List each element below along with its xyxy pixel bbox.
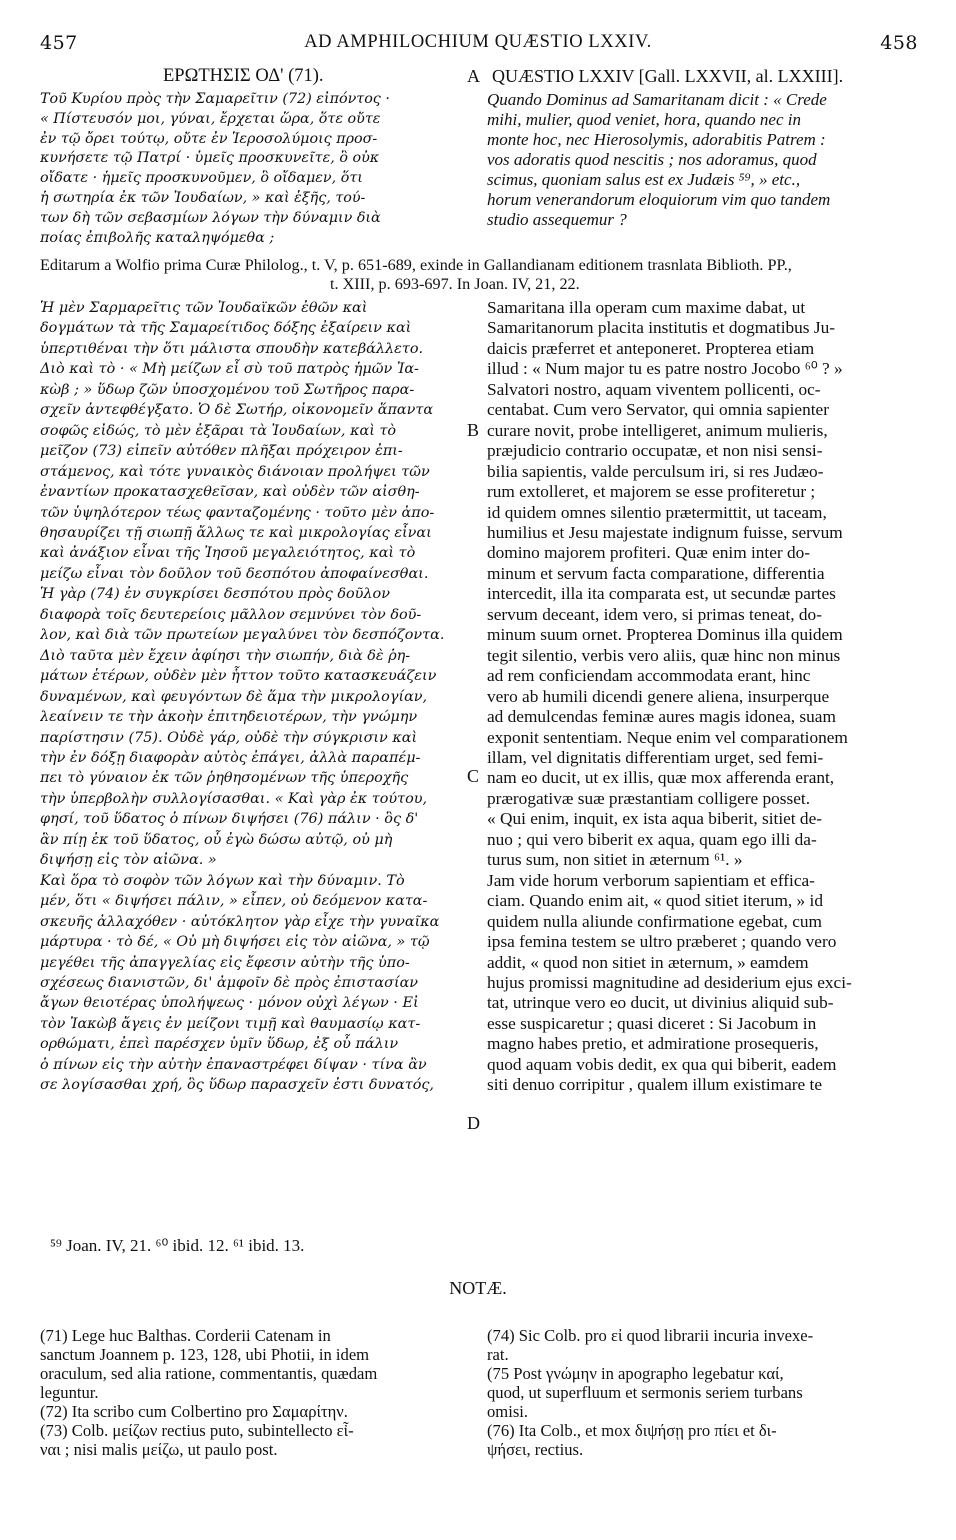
- note-line: (74) Sic Colb. pro εἰ quod librarii incuria invexe-: [487, 1326, 814, 1345]
- greek-question-line: οἴδατε · ἡμεῖς προσκυνοῦμεν, ὃ οἴδαμεν, ὅτι: [40, 170, 363, 187]
- latin-body-line: nam eo ducit, ut ex illis, quæ mox afferenda erant,: [487, 768, 835, 788]
- latin-body-line: daicis præferret et anteponeret. Propterea etiam: [487, 338, 815, 358]
- note-line: (76) Ita Colb., et mox διψήσῃ pro πίει et δι-: [487, 1421, 777, 1440]
- latin-body-line: addit, « quod non sitiet in æternum, » eamdem: [487, 952, 809, 972]
- greek-body-line: μείζω εἶναι τὸν δοῦλον τοῦ δεσπότου ἀποφαίνεσθαι.: [40, 565, 429, 582]
- latin-body-line: Samaritanorum placita institutis et dogmatibus Ju-: [487, 318, 835, 338]
- greek-body-line: μέν, ὅτι « διψήσει πάλιν, » εἶπεν, οὐ δεόμενον κατα-: [40, 893, 428, 910]
- latin-body-line: prærogativæ suæ præstantiam colligere posset.: [487, 788, 811, 808]
- latin-question-title: QUÆSTIO LXXIV [Gall. LXXVII, al. LXXIII].: [492, 66, 844, 86]
- latin-body-line: Samaritana illa operam cum maxime dabat, ut: [487, 298, 806, 317]
- latin-body-line: ciam. Quando enim ait, « quod sitiet iterum, » id: [487, 891, 823, 911]
- note-line: rat.: [487, 1345, 509, 1364]
- page-number-left: 457: [40, 32, 78, 54]
- greek-question-line: ἡ σωτηρία ἐκ τῶν Ἰουδαίων, » καὶ ἑξῆς, τού-: [40, 189, 366, 206]
- greek-body-line: μεῖζον (73) εἰπεῖν αὐτόθεν πλῆξαι πρόχειρον ἐπι-: [40, 443, 403, 460]
- greek-body-line: Διὸ ταῦτα μὲν ἔχειν ἀφίησι τὴν σιωπήν, διὰ δὲ ῥη-: [40, 647, 411, 664]
- greek-question-line: ποίας ἐπιβολῆς καταληψόμεθα ;: [40, 229, 275, 246]
- latin-body-line: id quidem omnes silentio prætermittit, ut taceam,: [487, 502, 827, 522]
- greek-body-line: μάρτυρα · τὸ δέ, « Οὐ μὴ διψήσει εἰς τὸν αἰῶνα, » τῷ: [40, 934, 430, 951]
- greek-body-line: φησί, τοῦ ὕδατος ὁ πίνων διψήσει (76) πάλιν · ὃς δ': [40, 811, 419, 828]
- greek-body-line: Καὶ ὅρα τὸ σοφὸν τῶν λόγων καὶ τὴν δύναμιν. Τὸ: [40, 872, 405, 889]
- greek-body-line: τὴν ὑπερβολὴν συλλογίσασθαι. « Καὶ γὰρ ἐκ τούτου,: [40, 790, 428, 807]
- greek-body-line: ορθώματι, ἐπεὶ παρέσχεν ὑμῖν ὕδωρ, ἐξ οὗ πάλιν: [40, 1036, 399, 1053]
- greek-body-line: Διὸ καὶ τὸ · « Μὴ μείζων εἶ σὺ τοῦ πατρὸς ἡμῶν Ἰα-: [40, 361, 419, 378]
- greek-question-title: ΕΡΩΤΗΣΙΣ ΟΔ' (71).: [163, 66, 324, 86]
- greek-body-line: σχέσεως διανιστῶν, δι' ἀμφοῖν δὲ πρὸς ἐπιστασίαν: [40, 974, 419, 991]
- greek-body-line: ἐναντίων προκατασχεθεῖσαν, καὶ οὐδὲν τῶν αἰσθη-: [40, 484, 420, 501]
- notes-left-column: [40, 1326, 458, 1459]
- latin-body-line: tat, utrinque vero eo ducit, ut divinius aliquid sub-: [487, 993, 834, 1013]
- greek-body-line: λεαίνειν τε τὴν ἀκοὴν ἐπιτηδειοτέρων, τὴν γνώμην: [40, 709, 418, 726]
- note-line: (75 Post γνώμην in apographo legebatur καί,: [487, 1364, 784, 1383]
- greek-body-line: σκευῆς ἀλλαχόθεν · αὐτόκλητον γὰρ εἶχε τὴν γυναῖκα: [40, 913, 440, 930]
- latin-question-line: studio assequemur ?: [487, 210, 627, 229]
- latin-body-line: Salvatori nostro, aquam viventem pollicenti, oc-: [487, 379, 821, 399]
- greek-body-line: ὁ πίνων εἰς τὴν αὐτὴν ἐπαναστρέφει δίψαν · τίνα ἂν: [40, 1056, 427, 1073]
- greek-body-line: ἄγων θειοτέρας ὑπολήψεως · μόνον οὐχὶ λέγων · Εἰ: [40, 995, 419, 1012]
- latin-body-line: humilius et Jesu majestate indignum fuisse, servum: [487, 522, 843, 542]
- greek-body-line: Ἡ γὰρ (74) ἐν συγκρίσει δεσπότου πρὸς δοῦλον: [40, 586, 390, 603]
- latin-body-line: minum suum ornet. Propterea Dominus illa quidem: [487, 625, 843, 645]
- latin-body-line: intercedit, illa ita comparata est, ut secundæ partes: [487, 584, 836, 604]
- latin-question-line: Quando Dominus ad Samaritanam dicit : « Crede: [487, 90, 827, 109]
- latin-body-line: tegit silentio, verbis vero aliis, quæ hinc non minus: [487, 645, 841, 665]
- edition-note-line: Editarum a Wolfio prima Curæ Philolog., t. V, p. 651-689, exinde in Gallandianam editionem trasnlata Biblioth. PP.,: [40, 256, 792, 274]
- latin-body-line: domino majorem profiteri. Quæ enim inter do-: [487, 543, 810, 563]
- greek-body-line: σχεῖν ἀντεφθέγξατο. Ὁ δὲ Σωτήρ, οἰκονομεῖν ἅπαντα: [40, 402, 434, 419]
- greek-body-line: σε λογίσασθαι χρή, ὃς ὕδωρ παρασχεῖν ἐστι δυνατός,: [40, 1077, 434, 1094]
- greek-body-line: μάτων ἑτέρων, οὐδὲν μὲν ἧττον τοῦτο κατασκευάζειν: [40, 668, 437, 685]
- latin-body-line: turus sum, non sitiet in æternum ⁶¹. »: [487, 850, 743, 870]
- latin-body-line: curare novit, probe intelligeret, animum mulieris,: [487, 420, 828, 440]
- page-number-right: 458: [880, 32, 918, 54]
- greek-body-line: ὑπερτιθέναι τὴν ὅτι μάλιστα σπουδὴν κατεβάλλετο.: [40, 340, 424, 357]
- latin-body-line: bilia sapientis, valde perculsum iri, si res Judæo-: [487, 461, 824, 481]
- note-line: ψήσει, rectius.: [487, 1440, 584, 1459]
- greek-body-line: ἂν πίῃ ἐκ τοῦ ὕδατος, οὗ ἐγὼ δώσω αὐτῷ, οὐ μὴ: [40, 831, 393, 848]
- notes-title: NOTÆ.: [449, 1278, 507, 1298]
- greek-body-line: τῶν ὑψηλότερον τέως φανταζομένης · τοῦτο μὲν ἀπο-: [40, 504, 435, 521]
- latin-body-line: illam, vel dignitatis differentiam urget, sed femi-: [487, 747, 824, 767]
- latin-body-line: nuo ; qui vero biberit ex aqua, quam ego illi da-: [487, 829, 817, 849]
- greek-body-line: δυναμένων, καὶ φευγόντων δὲ ἅμα τὴν μικρολογίαν,: [40, 688, 428, 705]
- greek-body-line: διψήσῃ εἰς τὸν αἰῶνα. »: [40, 852, 217, 869]
- latin-body-line: exponit sententiam. Neque enim vel comparationem: [487, 727, 848, 747]
- greek-question-text: [40, 90, 458, 248]
- greek-body-line: δογμάτων τὰ τῆς Σαμαρείτιδος δόξης ἐξαίρειν καὶ: [40, 320, 412, 337]
- greek-body-line: παρίστησιν (75). Οὐδὲ γάρ, οὐδὲ τὴν σύγκρισιν καὶ: [40, 729, 418, 746]
- greek-question-line: των δὴ τῶν σεβασμίων λόγων τὴν δύναμιν διὰ: [40, 209, 381, 226]
- note-line: ναι ; nisi malis μείζω, ut paulo post.: [40, 1440, 278, 1459]
- note-line: oraculum, sed alia ratione, commentantis, quædam: [40, 1364, 378, 1383]
- latin-body-line: vero ab humili dicendi genere aliena, insurperque: [487, 686, 830, 706]
- note-line: (72) Ita scribo cum Colbertino pro Σαμαρίτην.: [40, 1402, 348, 1421]
- latin-body-column: [487, 298, 917, 1096]
- latin-body-line: rum extolleret, et majorem se esse profiteretur ;: [487, 482, 816, 502]
- greek-body-line: πει τὸ γύναιον ἐκ τῶν ῥηθησομένων τῆς ὑπεροχῆς: [40, 770, 409, 787]
- latin-body-line: « Qui enim, inquit, ex ista aqua biberit, sitiet de-: [487, 809, 822, 829]
- latin-question-line: vos adoratis quod nescitis ; nos adoramus, quod: [487, 150, 817, 169]
- latin-body-line: magno habes pretio, et admiratione prosequeris,: [487, 1034, 819, 1054]
- greek-question-line: Τοῦ Κυρίου πρὸς τὴν Σαμαρεῖτιν (72) εἰπόντος ·: [40, 91, 390, 107]
- greek-body-line: λον, καὶ διὰ τῶν πρωτείων μεγαλύνει τὸν δεσπόζοντα.: [40, 627, 445, 644]
- greek-body-line: τὸν Ἰακὼβ ἄγεις ἐν μείζονι τιμῇ καὶ θαυμασίῳ κατ-: [40, 1015, 421, 1032]
- latin-question-line: mihi, mulier, quod veniet, hora, quando nec in: [487, 110, 801, 129]
- latin-question-line: monte hoc, nec Hierosolymis, adorabitis Patrem :: [487, 130, 826, 149]
- greek-body-column: [40, 298, 458, 1096]
- latin-body-line: minum et servum facta comparatione, differentia: [487, 563, 825, 583]
- greek-body-line: σοφῶς εἰδώς, τὸ μὲν ἐξᾶραι τὰ Ἰουδαίων, καὶ τὸ: [40, 422, 397, 439]
- greek-body-line: κὼβ ; » ὕδωρ ζῶν ὑποσχομένου τοῦ Σωτῆρος παρα-: [40, 381, 415, 398]
- latin-body-line: illud : « Num major tu es patre nostro Jocobo ⁶⁰ ? »: [487, 359, 843, 379]
- edition-note-line: t. XIII, p. 693-697. In Joan. IV, 21, 22.: [330, 275, 580, 293]
- greek-question-line: ἐν τῷ ὄρει τούτῳ, οὔτε ἐν Ἱεροσολύμοις προσ-: [40, 130, 378, 147]
- greek-question-line: « Πίστευσόν μοι, γύναι, ἔρχεται ὥρα, ὅτε οὔτε: [40, 110, 381, 127]
- latin-body-line: ad demulcendas feminæ aures magis idonea, suam: [487, 707, 836, 727]
- greek-body-line: θησαυρίζει τῇ σιωπῇ ἄλλως τε καὶ μικρολογίας εἶναι: [40, 524, 432, 541]
- greek-body-line: καὶ ἀνάξιον εἶναι τῆς Ἰησοῦ μεγαλειότητος, καὶ τὸ: [40, 545, 416, 562]
- latin-body-line: præjudicio contrario occupatæ, et non nisi sensi-: [487, 441, 823, 461]
- latin-body-line: Jam vide horum verborum sapientiam et effica-: [487, 870, 815, 890]
- latin-body-line: hujus promissi magnitudine ad desiderium ejus exci-: [487, 972, 852, 992]
- greek-body-line: Ἡ μὲν Σαρμαρεῖτις τῶν Ἰουδαϊκῶν ἐθῶν καὶ: [40, 300, 368, 316]
- margin-letter-d: D: [467, 1113, 480, 1133]
- note-line: (73) Colb. μείζων rectius puto, subintellecto εἶ-: [40, 1421, 354, 1440]
- notes-right-column: [487, 1326, 917, 1459]
- margin-letter-a: A: [467, 66, 480, 86]
- latin-question-line: horum venerandorum eloquiorum vim quo tandem: [487, 190, 831, 209]
- latin-body-line: siti denuo corripitur , qualem illum existimare te: [487, 1075, 822, 1095]
- greek-question-line: κυνήσετε τῷ Πατρί · ὑμεῖς προσκυνεῖτε, ὃ οὐκ: [40, 150, 380, 167]
- note-line: omisi.: [487, 1402, 529, 1421]
- latin-question-text: [487, 90, 917, 230]
- running-title: AD AMPHILOCHIUM QUÆSTIO LXXIV.: [304, 32, 652, 52]
- greek-body-line: διαφορὰ τοῖς δευτερείοις μᾶλλον σεμνύνει τὸν δοῦ-: [40, 606, 422, 623]
- latin-body-line: quidem nulla aliunde confirmatione egebat, cum: [487, 911, 822, 931]
- note-line: sanctum Joannem p. 123, 128, ubi Photii, in idem: [40, 1345, 370, 1364]
- greek-body-line: μεγέθει τῆς ἀπαγγελίας εἰς ἔφεσιν αὐτὴν τῆς ὑπο-: [40, 954, 410, 971]
- greek-body-line: τὴν ἐν δόξῃ διαφορὰν αὐτὸς ἐπάγει, ἀλλὰ παραπέμ-: [40, 749, 421, 766]
- latin-body-line: ad rem conficiendam accommodata erant, hinc: [487, 666, 811, 686]
- latin-question-line: scimus, quoniam salus est ex Judæis ⁵⁹, » etc.,: [487, 170, 801, 189]
- latin-body-line: servum deceant, idem vero, si primas teneat, do-: [487, 604, 822, 624]
- edition-note: [40, 256, 920, 294]
- margin-letter-c: C: [467, 766, 480, 786]
- latin-body-line: ipsa femina testem se ultro præberet ; quando vero: [487, 932, 837, 952]
- latin-body-line: esse suspicaretur ; quasi diceret : Si Jacobum in: [487, 1013, 817, 1033]
- note-line: quod, ut superfluum et sermonis seriem turbans: [487, 1383, 803, 1402]
- note-line: (71) Lege huc Balthas. Corderii Catenam in: [40, 1326, 331, 1345]
- margin-letter-b: B: [467, 420, 480, 440]
- note-line: leguntur.: [40, 1383, 99, 1402]
- footnote-references: ⁵⁹ Joan. IV, 21. ⁶⁰ ibid. 12. ⁶¹ ibid. 13.: [50, 1236, 305, 1255]
- greek-body-line: στάμενος, καὶ τότε γυναικὸς διάνοιαν προλήψει τῶν: [40, 463, 430, 480]
- latin-body-line: centabat. Cum vero Servator, qui omnia sapienter: [487, 400, 829, 420]
- latin-body-line: quod aquam vobis dedit, ex qua qui biberit, eadem: [487, 1054, 837, 1074]
